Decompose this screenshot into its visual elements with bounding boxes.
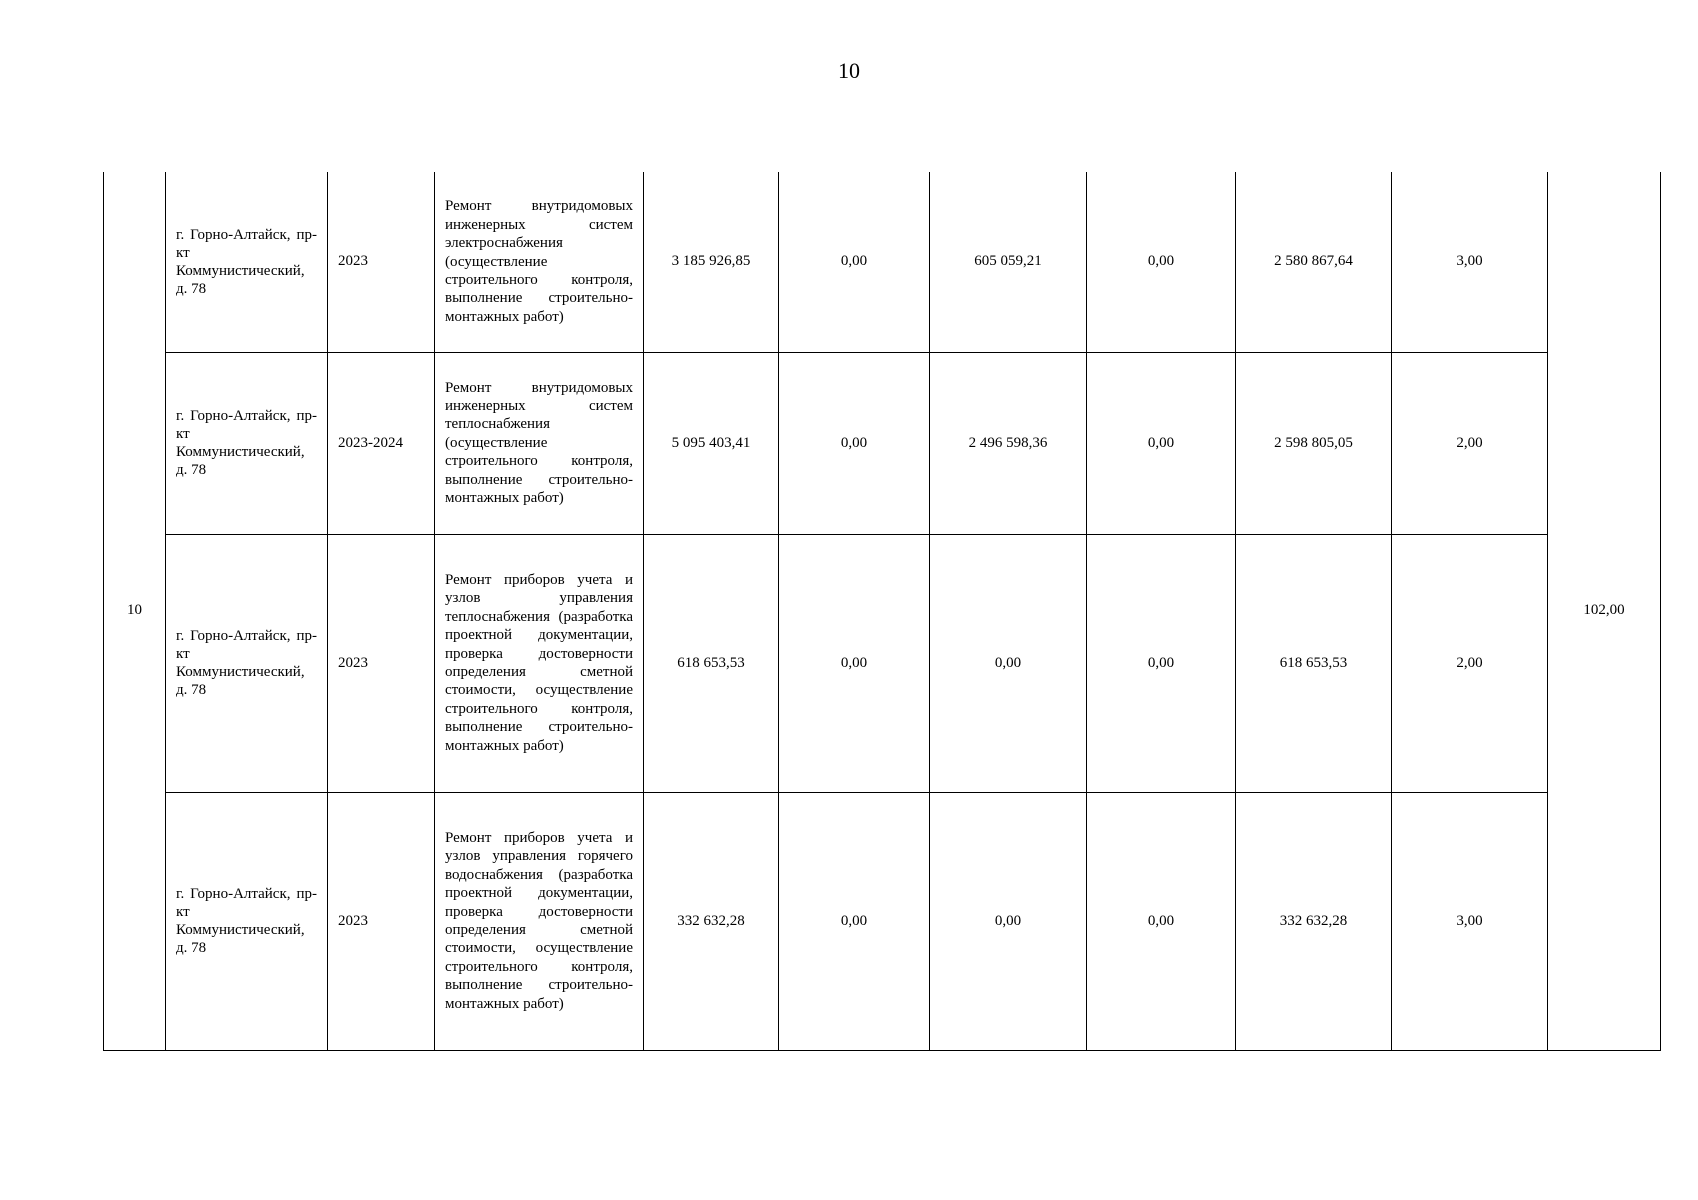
fund-2-cell: 0,00 bbox=[930, 792, 1087, 1050]
fund-4-cell: 2 580 867,64 bbox=[1236, 172, 1392, 352]
fund-4-cell: 2 598 805,05 bbox=[1236, 352, 1392, 534]
table-row bbox=[104, 792, 1661, 1050]
table-row bbox=[104, 534, 1661, 792]
address-cell: г. Горно-Алтайск, пр-кт Коммунистический, д. 78 bbox=[166, 172, 328, 352]
item-number-cell: 10 bbox=[104, 172, 166, 1050]
cost-total-cell: 5 095 403,41 bbox=[644, 352, 779, 534]
fund-3-cell: 0,00 bbox=[1087, 792, 1236, 1050]
fund-3-cell: 0,00 bbox=[1087, 172, 1236, 352]
total-cell: 102,00 bbox=[1548, 172, 1661, 1050]
fund-3-cell: 0,00 bbox=[1087, 534, 1236, 792]
share-cell: 2,00 bbox=[1392, 534, 1548, 792]
address-cell: г. Горно-Алтайск, пр-кт Коммунистический, д. 78 bbox=[166, 792, 328, 1050]
address-cell: г. Горно-Алтайск, пр-кт Коммунистический, д. 78 bbox=[166, 534, 328, 792]
cost-total-cell: 332 632,28 bbox=[644, 792, 779, 1050]
fund-1-cell: 0,00 bbox=[779, 352, 930, 534]
fund-4-cell: 332 632,28 bbox=[1236, 792, 1392, 1050]
share-cell: 3,00 bbox=[1392, 792, 1548, 1050]
fund-1-cell: 0,00 bbox=[779, 172, 930, 352]
page-number: 10 bbox=[838, 58, 860, 83]
cost-total-cell: 3 185 926,85 bbox=[644, 172, 779, 352]
address-cell: г. Горно-Алтайск, пр-кт Коммунистический, д. 78 bbox=[166, 352, 328, 534]
fund-1-cell: 0,00 bbox=[779, 534, 930, 792]
years-cell: 2023 bbox=[328, 172, 435, 352]
capital-repair-table bbox=[103, 172, 1661, 1051]
fund-2-cell: 605 059,21 bbox=[930, 172, 1087, 352]
fund-3-cell: 0,00 bbox=[1087, 352, 1236, 534]
share-cell: 3,00 bbox=[1392, 172, 1548, 352]
fund-4-cell: 618 653,53 bbox=[1236, 534, 1392, 792]
work-description-cell: Ремонт приборов учета и узлов управления теплоснабжения (разработка проектной документации, проверка достоверности определения сметной стоимости, осуществление строительного контроля, выполнение строительно-монтажных работ) bbox=[435, 534, 644, 792]
work-description-cell: Ремонт внутридомовых инженерных систем теплоснабжения (осуществление строительного контроля, выполнение строительно-монтажных работ) bbox=[435, 352, 644, 534]
fund-2-cell: 2 496 598,36 bbox=[930, 352, 1087, 534]
table-row bbox=[104, 172, 1661, 352]
work-description-cell: Ремонт приборов учета и узлов управления горячего водоснабжения (разработка проектной документации, проверка достоверности определения сметной стоимости, осуществление строительного контроля, выполнение строительно-монтажных работ) bbox=[435, 792, 644, 1050]
years-cell: 2023 bbox=[328, 534, 435, 792]
cost-total-cell: 618 653,53 bbox=[644, 534, 779, 792]
years-cell: 2023-2024 bbox=[328, 352, 435, 534]
share-cell: 2,00 bbox=[1392, 352, 1548, 534]
years-cell: 2023 bbox=[328, 792, 435, 1050]
fund-1-cell: 0,00 bbox=[779, 792, 930, 1050]
work-description-cell: Ремонт внутридомовых инженерных систем электроснабжения (осуществление строительного контроля, выполнение строительно-монтажных работ) bbox=[435, 172, 644, 352]
table-row bbox=[104, 352, 1661, 534]
fund-2-cell: 0,00 bbox=[930, 534, 1087, 792]
